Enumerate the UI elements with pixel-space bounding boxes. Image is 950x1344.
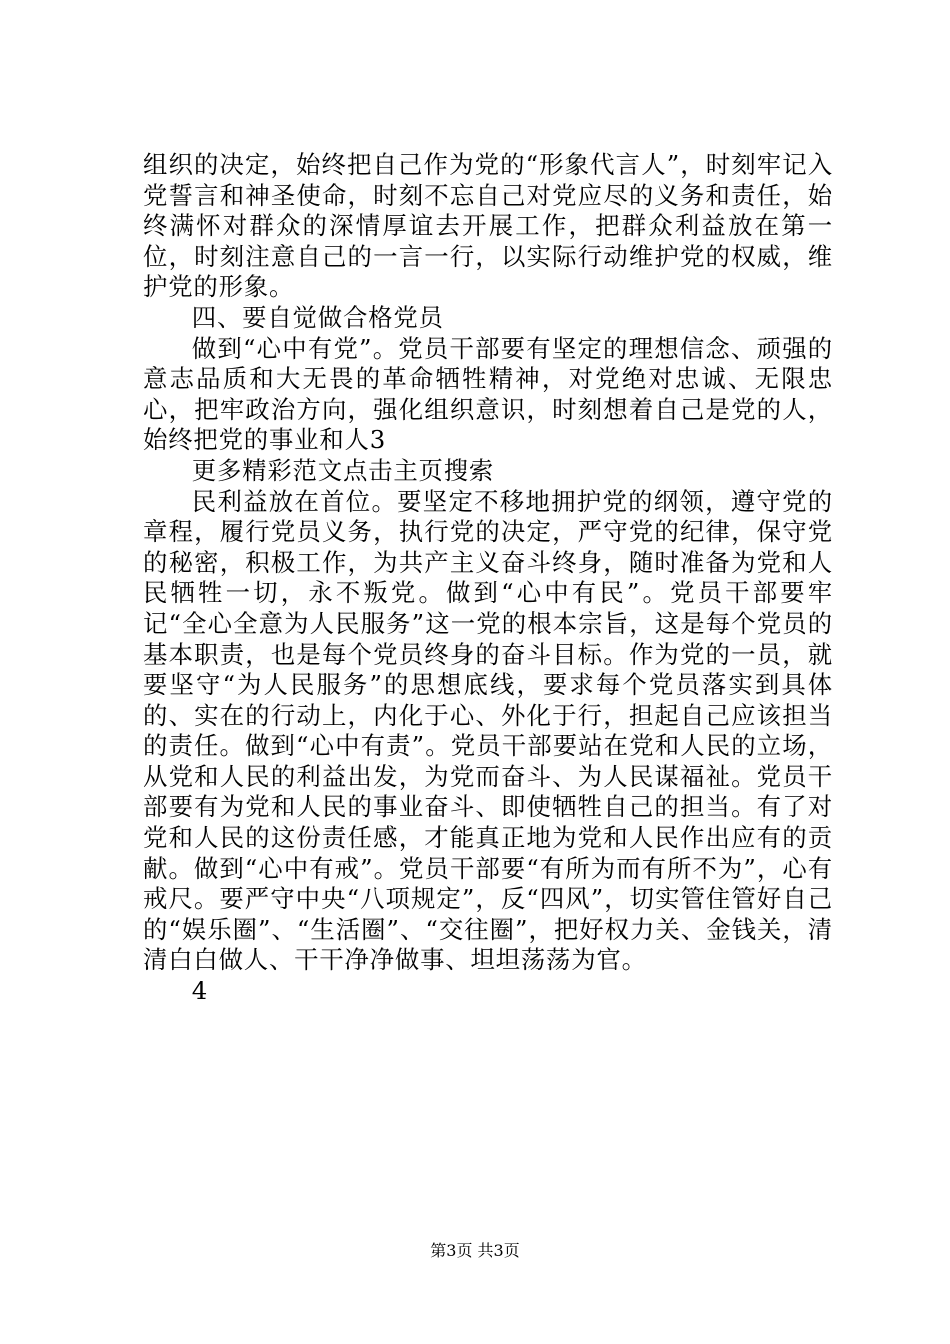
promo-line: 更多精彩范文点击主页搜索 <box>191 455 495 485</box>
section-heading: 四、要自觉做合格党员 <box>191 302 444 332</box>
page-footer: 第3页 共3页 <box>430 1241 520 1260</box>
paragraph-party: 做到“心中有党”。党员干部要有坚定的理想信念、顽强的意志品质和大无畏的革命牺牲精神，对党绝对忠诚、无限忠心，把牢政治方向，强化组织意识，时刻想着自己是党的人，始终把党的事业和人3 <box>143 333 833 455</box>
paragraph-continuation: 组织的决定，始终把自己作为党的“形象代言人”，时刻牢记入党誓言和神圣使命，时刻不忘自己对党应尽的义务和责任，始终满怀对群众的深情厚谊去开展工作，把群众利益放在第一位，时刻注意自己的一言一行，以实际行动维护党的权威，维护党的形象。 <box>143 150 833 302</box>
document-body <box>143 150 833 1007</box>
paragraph-main: 民利益放在首位。要坚定不移地拥护党的纲领，遵守党的章程，履行党员义务，执行党的决定，严守党的纪律，保守党的秘密，积极工作，为共产主义奋斗终身，随时准备为党和人民牺牲一切，永不叛党。做到“心中有民”。党员干部要牢记“全心全意为人民服务”这一党的根本宗旨，这是每个党员的基本职责，也是每个党员终身的奋斗目标。作为党的一员，就要坚守“为人民服务”的思想底线，要求每个党员落实到具体的、实在的行动上，内化于心、外化于行，担起自己应该担当的责任。做到“心中有责”。党员干部要站在党和人民的立场，从党和人民的利益出发，为党而奋斗、为人民谋福祉。党员干部要有为党和人民的事业奋斗、即使牺牲自己的担当。有了对党和人民的这份责任感，才能真正地为党和人民作出应有的贡献。做到“心中有戒”。党员干部要“有所为而有所不为”，心有戒尺。要严守中央“八项规定”，反“四风”，切实管住管好自己的“娱乐圈”、“生活圈”、“交往圈”，把好权力关、金钱关，清清白白做人、干干净净做事、坦坦荡荡为官。 <box>143 486 833 975</box>
page-marker: 4 <box>191 976 209 1006</box>
